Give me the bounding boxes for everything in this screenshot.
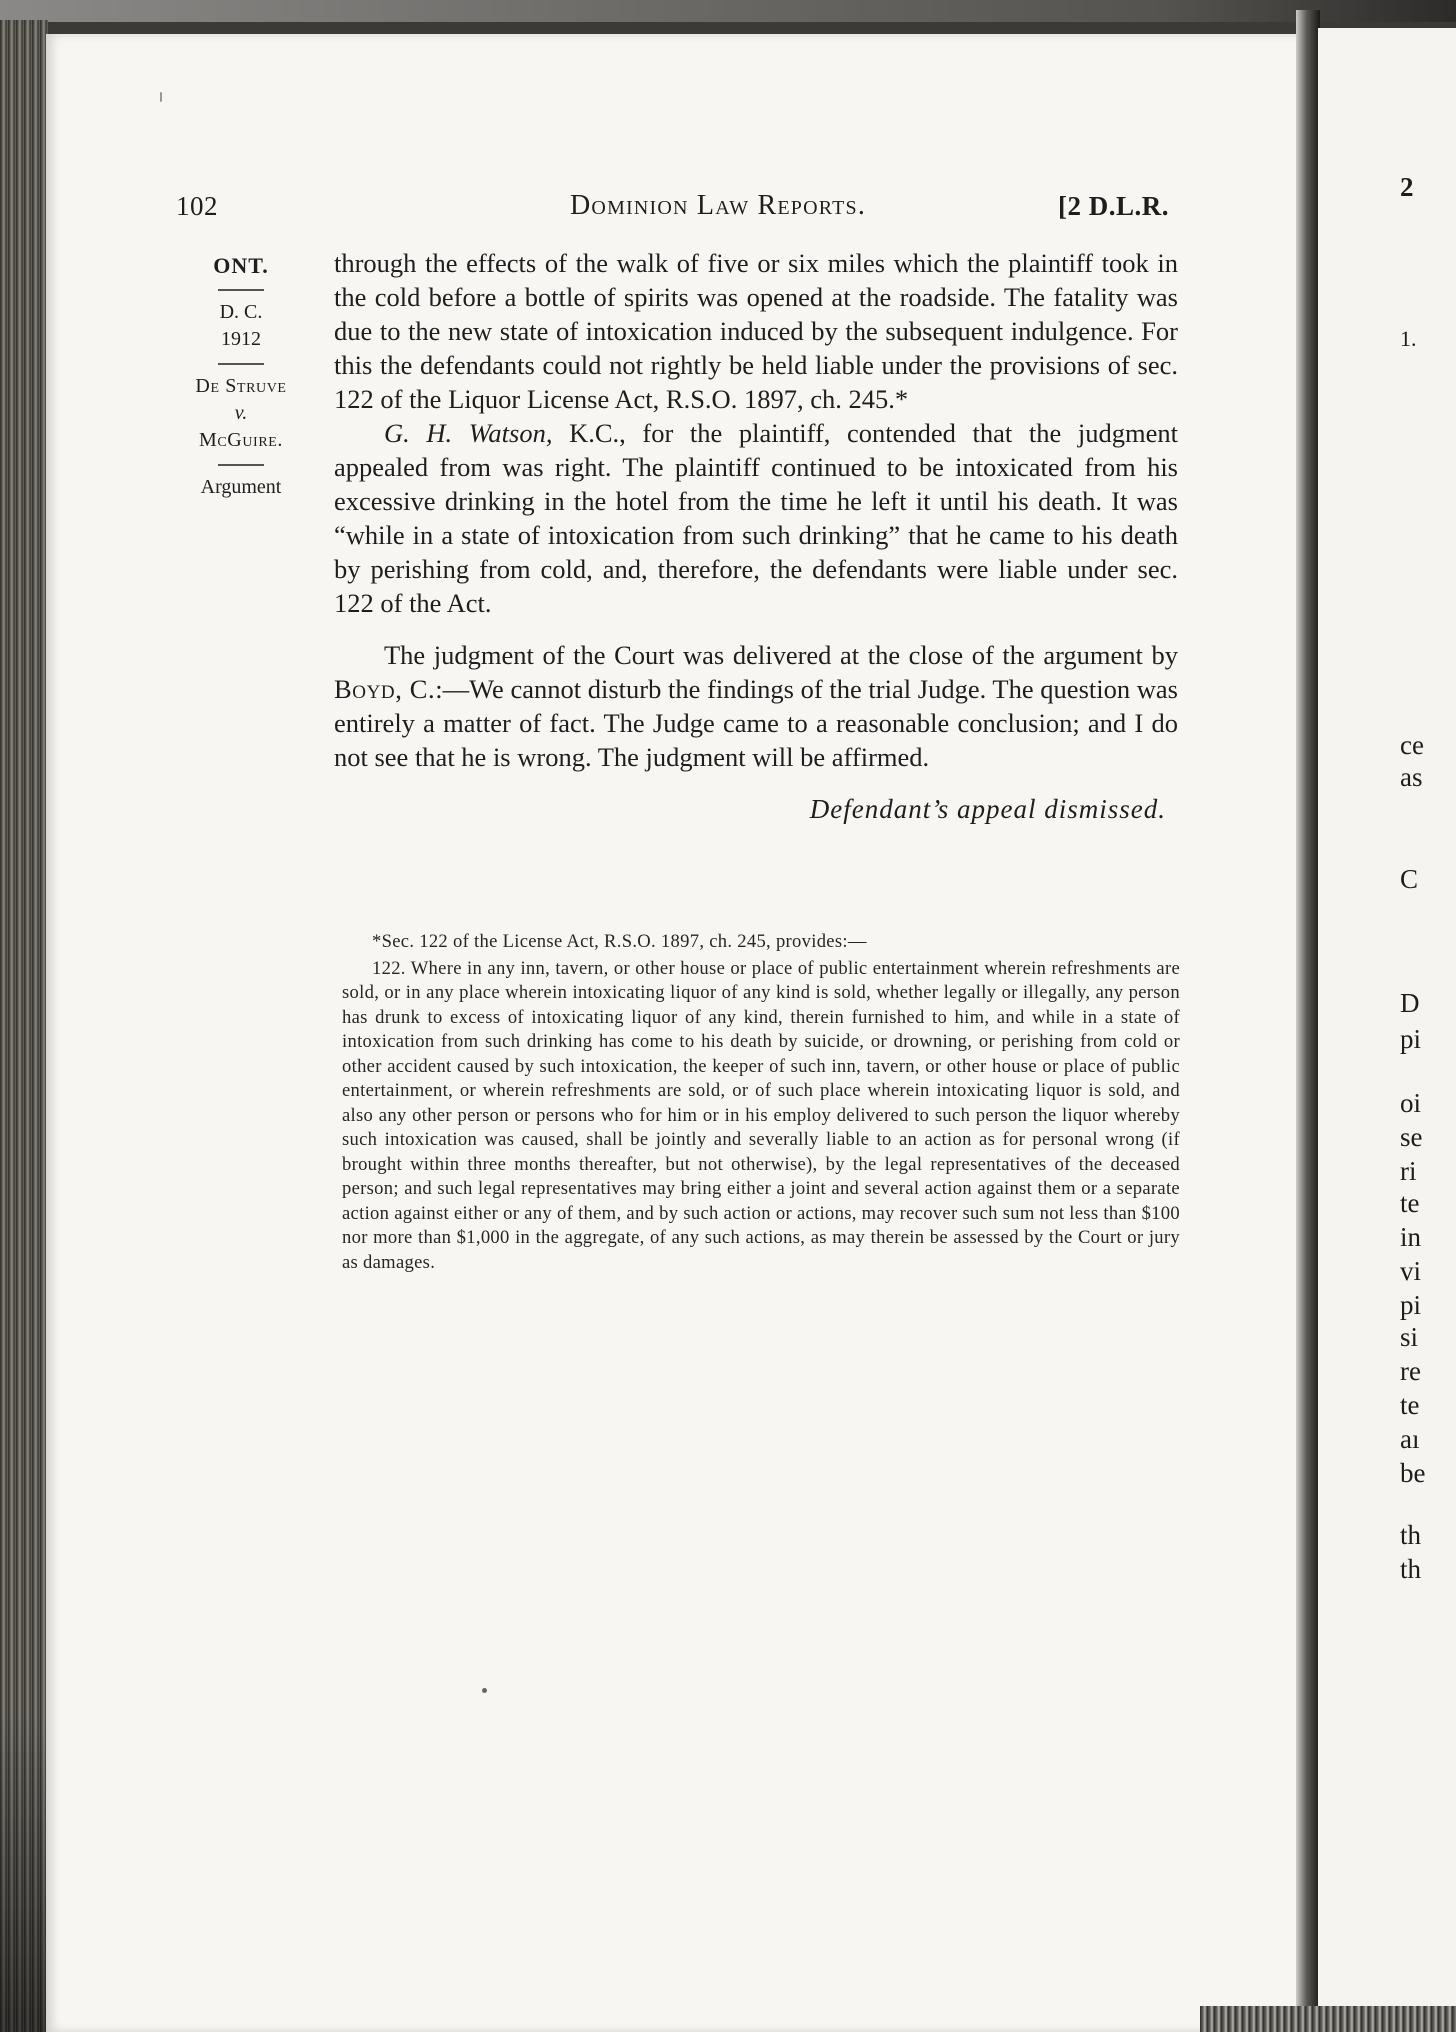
facing-page-fragment: oi [1400,1088,1422,1118]
scan-speck [482,1688,487,1693]
facing-page-fragment: 2 [1400,172,1414,202]
court: D. C. [219,301,263,323]
jurisdiction: ONT. [213,253,269,278]
margin-rule [218,289,264,291]
paragraph-argument-plaintiff [334,416,1178,620]
footnote-statute-text: 122. Where in any inn, tavern, or other house or place of public entertainment wherein refreshments are sold, or in any place wherein intoxicating liquor of any kind is sold, whether legally or illegally, any person has drunk to excess of intoxicating liquor of any kind, therein furnished to him, and while in a state of intoxication from such drinking has come to his death by suicide, or drowning, or perishing from cold or other accident caused by such intoxication, the keeper of such inn, tavern, or other house or place of public entertainment, or wherein refreshments are sold, or of such place wherein intoxicating liquor is sold, and also any other person or persons who for him or in his employ delivered to such person the liquor whereby such intoxication was caused, shall be jointly and severally liable to an action as for personal wrong (if brought within three months thereafter, but not otherwise), by the legal representatives of the deceased person; and such legal representatives may bring either a joint and several action against them or a separate action against either or any of them, and by such action or actions, may recover such sum not less than $100 nor more than $1,000 in the aggregate, of any such actions, as may therein be assessed by the Court or jury as damages. [342,957,1180,1273]
facing-page-fragment: vi [1400,1256,1422,1286]
bottom-page-edges [1200,2006,1456,2032]
facing-page-fragment: si [1400,1322,1419,1352]
section-label: Argument [200,476,282,498]
paragraph-text: K.C., for the plaintiff, contended that the judgment appealed from was right. The plaintiff continued to be intoxicated from his excessive drinking in the hotel from the time he left it until his death. It was “while in a state of intoxication from such drinking” that he came to his death by perishing from cold, and, therefore, the defendants were liable under sec. 122 of the Act. [334,418,1178,618]
facing-page-fragment: th [1400,1554,1422,1584]
facing-page-fragment: se [1400,1122,1423,1152]
facing-page-fragment: te [1400,1188,1420,1218]
facing-page-fragment: as [1400,762,1423,792]
paragraph-text: :—We cannot disturb the findings of the trial Judge. The question was entirely a matter of fact. The Judge came to a reasonable conclusion; and I do not see that he is wrong. The judgment will be affirmed. [334,674,1178,772]
case-name-plaintiff: De Struve [195,375,287,397]
facing-page-fragment: aı [1400,1424,1420,1454]
year: 1912 [221,328,261,350]
disposition: Defendant’s appeal dismissed. [809,794,1166,824]
paragraph-text: The judgment of the Court was delivered at the close of the argument by [384,640,1178,670]
scan-top-edge [0,0,1456,22]
facing-page-fragment: ce [1400,730,1424,760]
book-edge-shadow [0,1720,48,2032]
facing-page-fragment: pi [1400,1024,1422,1054]
margin-notes [176,252,306,501]
facing-page-fragment: D [1400,988,1420,1018]
paragraph-judgment [334,638,1178,774]
facing-page-fragment: te [1400,1390,1420,1420]
volume-reference: [2 D.L.R. [1058,191,1169,221]
spacer [334,620,1178,638]
facing-page [1318,28,1456,2008]
facing-page-fragment: be [1400,1458,1426,1488]
facing-page-fragment: C [1400,864,1419,894]
case-name-defendant: McGuire. [198,429,284,451]
running-title: Dominion Law Reports. [570,190,867,221]
facing-page-fragment: in [1400,1222,1422,1252]
paragraph-argument-defendants: through the effects of the walk of five or six miles which the plaintiff took in the cold before a bottle of spirits was opened at the roadside. The fatality was due to the new state of intoxication induced by the subsequent indulgence. For this the defendants could not rightly be held liable under the provisions of sec. 122 of the Liquor License Act, R.S.O. 1897, ch. 245.* [334,248,1178,414]
margin-rule [218,464,264,466]
main-text [334,246,1178,826]
case-versus: v. [234,402,248,424]
facing-page-fragment: ri [1400,1156,1417,1186]
facing-page-fragment: th [1400,1520,1422,1550]
book-gutter [1296,10,1320,2032]
margin-rule [218,363,264,365]
facing-page-fragment: pi [1400,1290,1422,1320]
scan-speck [160,92,162,102]
counsel-name: G. H. Watson, [384,418,553,448]
judge-name: Boyd, C. [334,674,436,704]
footnote-intro: *Sec. 122 of the License Act, R.S.O. 1897, ch. 245, provides:— [372,931,867,952]
page-number: 102 [176,191,218,221]
footnote [342,930,1180,1275]
facing-page-fragment: 1. [1400,326,1417,351]
facing-page-fragment: re [1400,1356,1421,1386]
